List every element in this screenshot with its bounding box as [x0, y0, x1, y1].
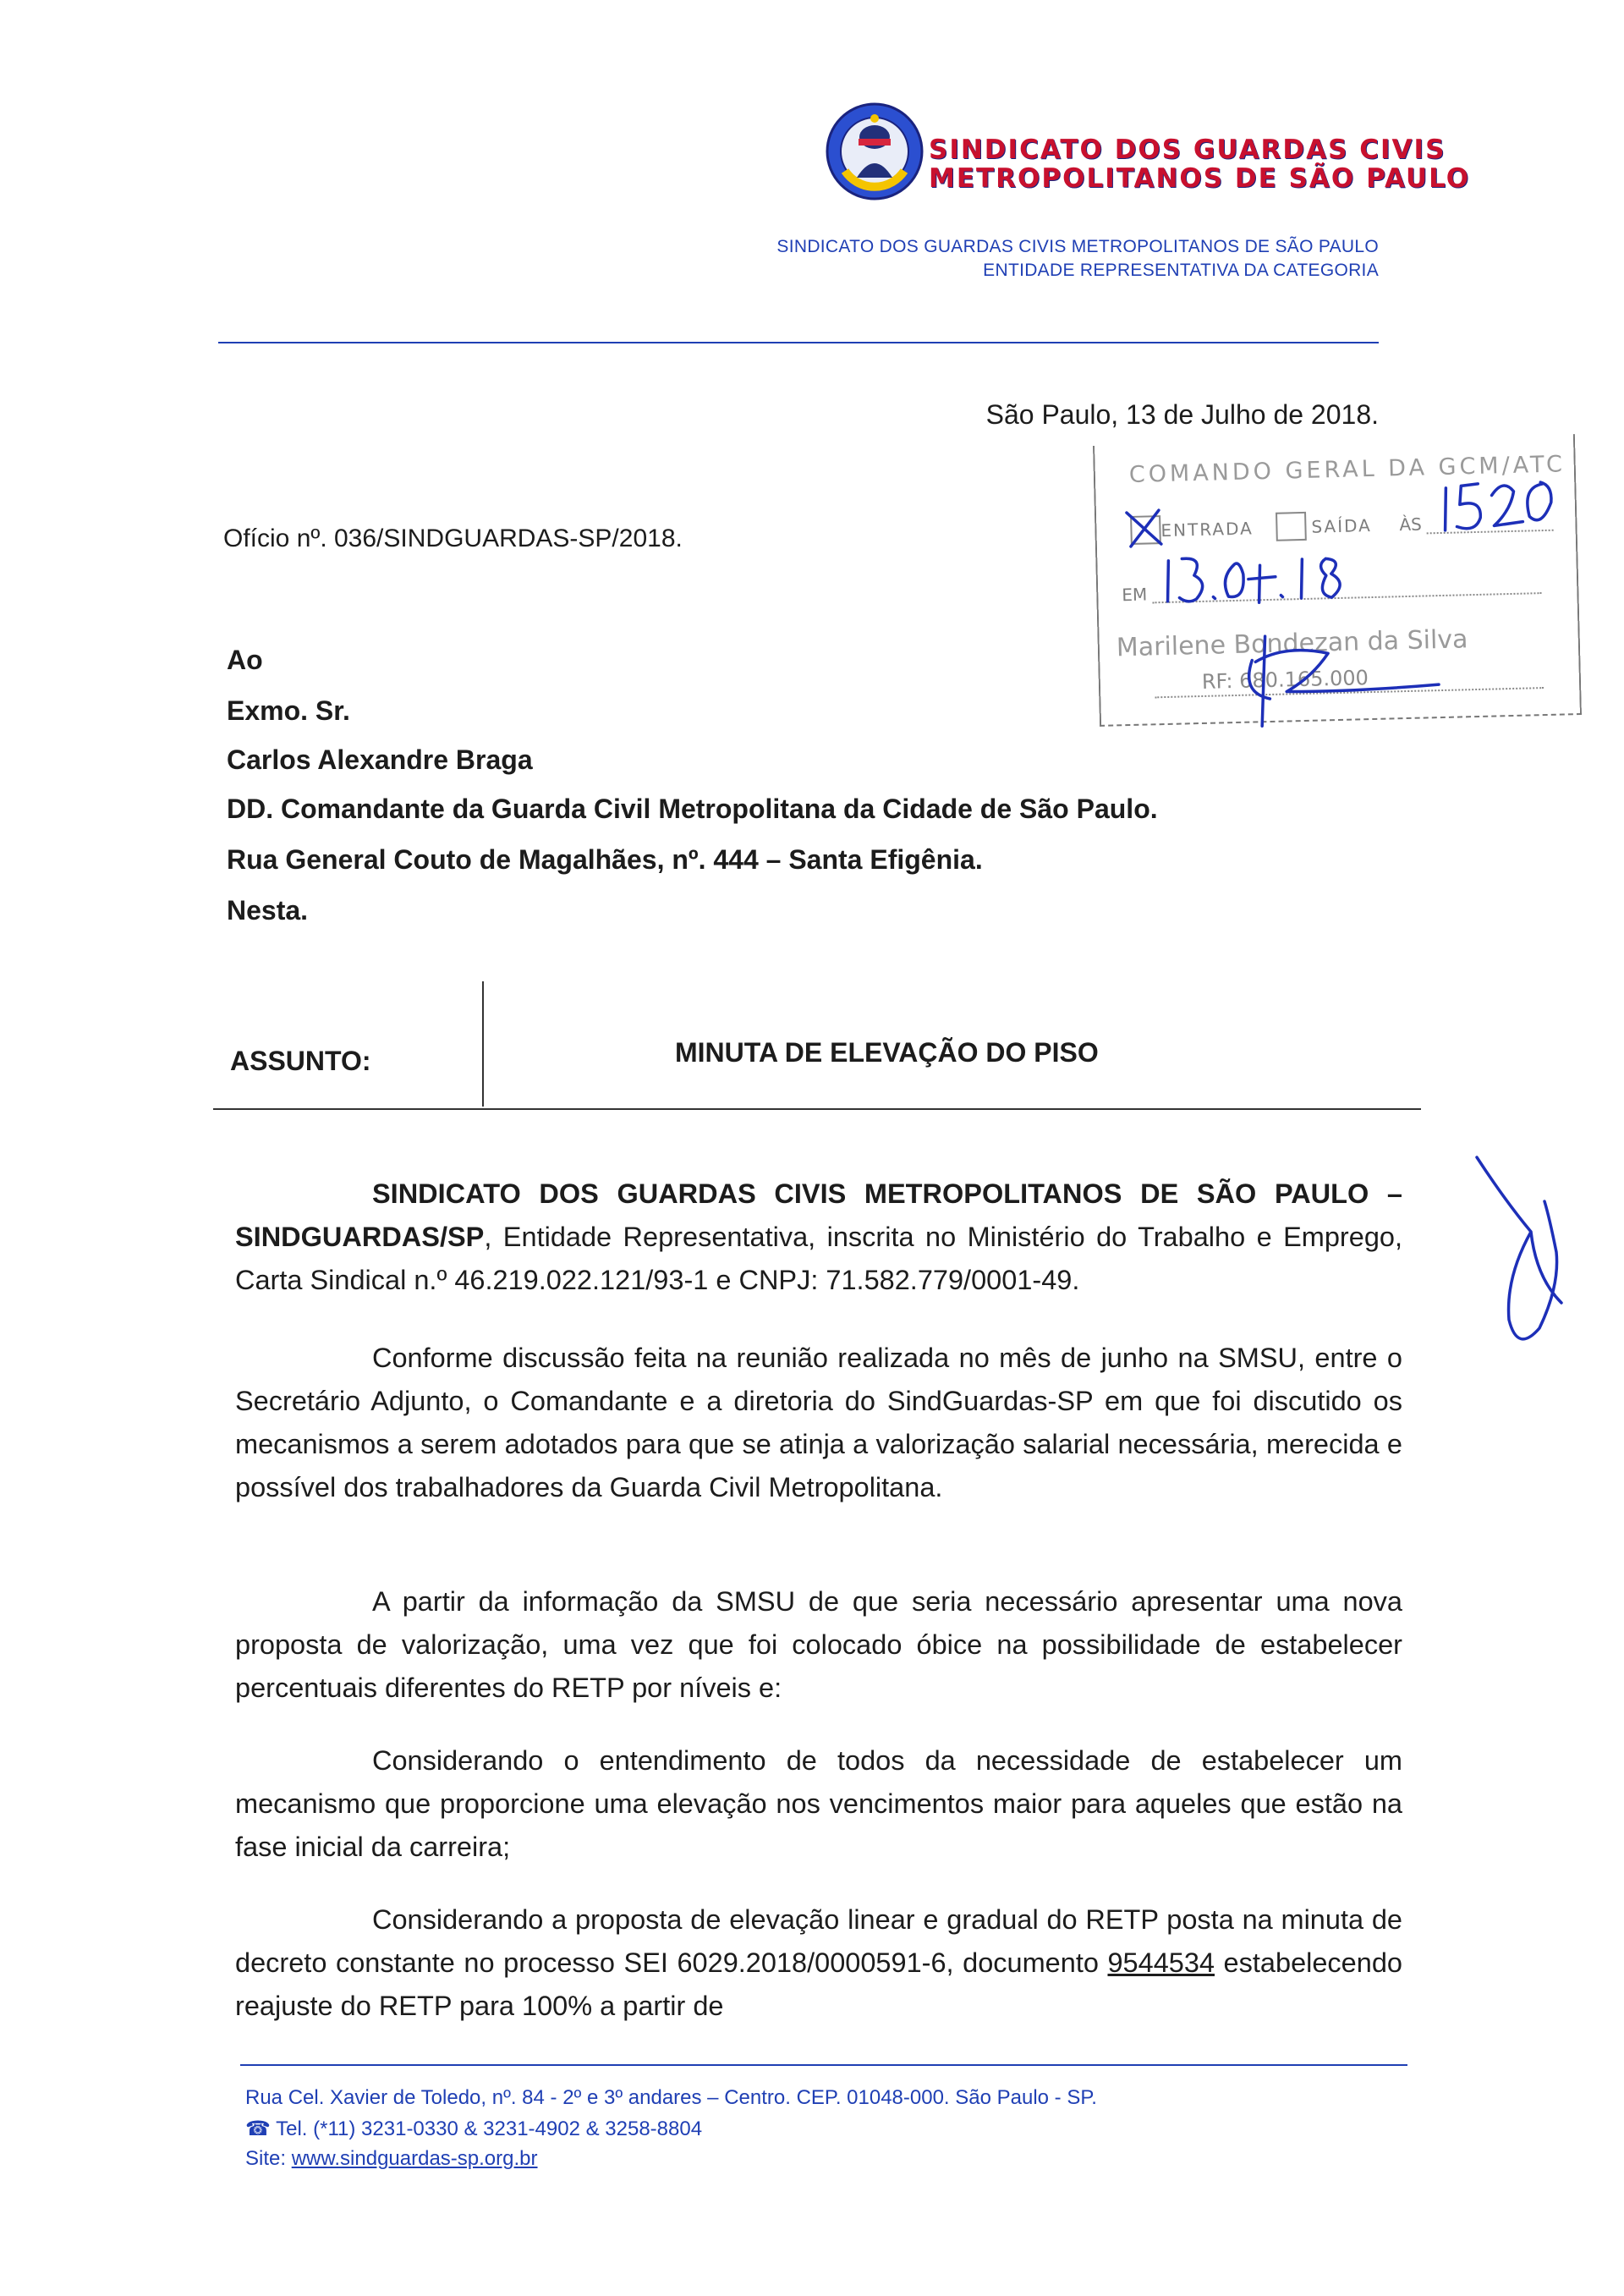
addressee-name: Carlos Alexandre Braga	[227, 744, 533, 775]
header-divider	[218, 342, 1379, 343]
header-org-name: SINDICATO DOS GUARDAS CIVIS METROPOLITANOS DE SÃO PAULO	[776, 237, 1379, 256]
subject-label: ASSUNTO:	[230, 1046, 371, 1076]
stamp-receiver-rf: RF: 680.165.000	[1201, 666, 1369, 694]
header-org-tagline: ENTIDADE REPRESENTATIVA DA CATEGORIA	[983, 261, 1379, 280]
subject-value: MINUTA DE ELEVAÇÃO DO PISO	[675, 1037, 1099, 1068]
stamp-saida-label: SAÍDA	[1311, 514, 1373, 537]
stamp-em-label: EM	[1122, 584, 1148, 606]
receiver-signature	[1183, 606, 1465, 731]
paragraph-5-end: estabelecendo reajuste do RETP para 100% a partir de	[235, 1947, 1402, 2021]
addressee-ao: Ao	[227, 645, 263, 675]
body-paragraph-2: Conforme discussão feita na reunião realizada no mês de junho na SMSU, entre o Secretário Adjunto, o Comandante e a diretoria do SindGuardas-SP em que foi discutido os mecanismos a serem adotados para que se atinja a valorização salarial necessária, merecida e possível dos trabalhadores da Guarda Civil Metropolitana.	[235, 1343, 1402, 1502]
reception-stamp	[1093, 434, 1582, 727]
body-paragraph-3: A partir da informação da SMSU de que seria necessário apresentar uma nova proposta de valorização, uma vez que foi colocado óbice na possibilidade de estabelecer percentuais diferentes do RETP por níveis e:	[235, 1586, 1402, 1703]
sei-document-number: 9544534	[1107, 1947, 1215, 1978]
margin-initial-signature	[1472, 1151, 1573, 1370]
handwritten-date	[1156, 541, 1361, 613]
subject-column-divider	[482, 981, 484, 1107]
oficio-number: Ofício nº. 036/SINDGUARDAS-SP/2018.	[223, 525, 683, 552]
body-paragraph-4: Considerando o entendimento de todos da necessidade de estabelecer um mecanismo que proporcione uma elevação nos vencimentos maior para aqueles que estão na fase inicial da carreira;	[235, 1745, 1402, 1862]
guard-emblem-icon	[825, 102, 924, 201]
logo-title-line2: METROPOLITANOS DE SÃO PAULO	[929, 163, 1471, 194]
stamp-entrada-label: ENTRADA	[1160, 518, 1254, 541]
stamp-receiver-name: Marilene Bondezan da Silva	[1116, 624, 1468, 663]
footer-address: Rua Cel. Xavier de Toledo, nº. 84 - 2º e 3º andares – Centro. CEP. 01048-000. São Paulo - SP.	[245, 2086, 1097, 2109]
footer-divider	[240, 2064, 1407, 2066]
subject-divider	[213, 1108, 1421, 1110]
footer-phone: ☎ Tel. (*11) 3231-0330 & 3231-4902 & 3258-8804	[245, 2117, 703, 2140]
logo-title-line1: SINDICATO DOS GUARDAS CIVIS	[929, 135, 1446, 165]
addressee-title: Exmo. Sr.	[227, 695, 350, 726]
letter-date: São Paulo, 13 de Julho de 2018.	[985, 399, 1379, 430]
stamp-saida-checkbox	[1276, 512, 1307, 541]
body-paragraph-1	[235, 1173, 1402, 1302]
union-registration-text: , Entidade Representativa, inscrita no Ministério do Trabalho e Emprego, Carta Sindical n.º 46.219.022.121/93-1 e CNPJ: 71.582.779/0001-49.	[235, 1222, 1402, 1295]
footer-site-label: Site:	[245, 2147, 292, 2170]
union-name-bold: SINDICATO DOS GUARDAS CIVIS METROPOLITANOS DE SÃO PAULO – SINDGUARDAS/SP	[235, 1178, 1402, 1252]
footer-site-link[interactable]: www.sindguardas-sp.org.br	[291, 2147, 538, 2170]
footer-site	[245, 2147, 538, 2171]
handwritten-time	[1434, 469, 1562, 543]
addressee-street: Rua General Couto de Magalhães, nº. 444 – Santa Efigênia.	[227, 844, 983, 875]
stamp-as-label: ÀS	[1399, 514, 1423, 536]
paragraph-5-start: Considerando a proposta de elevação linear e gradual do RETP posta na minuta de decreto constante no processo SEI 6029.2018/0000591-6, documento	[235, 1904, 1402, 1978]
stamp-title: COMANDO GERAL DA GCM/ATC	[1128, 451, 1566, 488]
body-paragraph-5	[235, 1898, 1402, 2028]
addressee-nesta: Nesta.	[227, 895, 309, 926]
union-logo-seal	[825, 102, 924, 201]
addressee-role: DD. Comandante da Guarda Civil Metropolitana da Cidade de São Paulo.	[227, 794, 1158, 824]
